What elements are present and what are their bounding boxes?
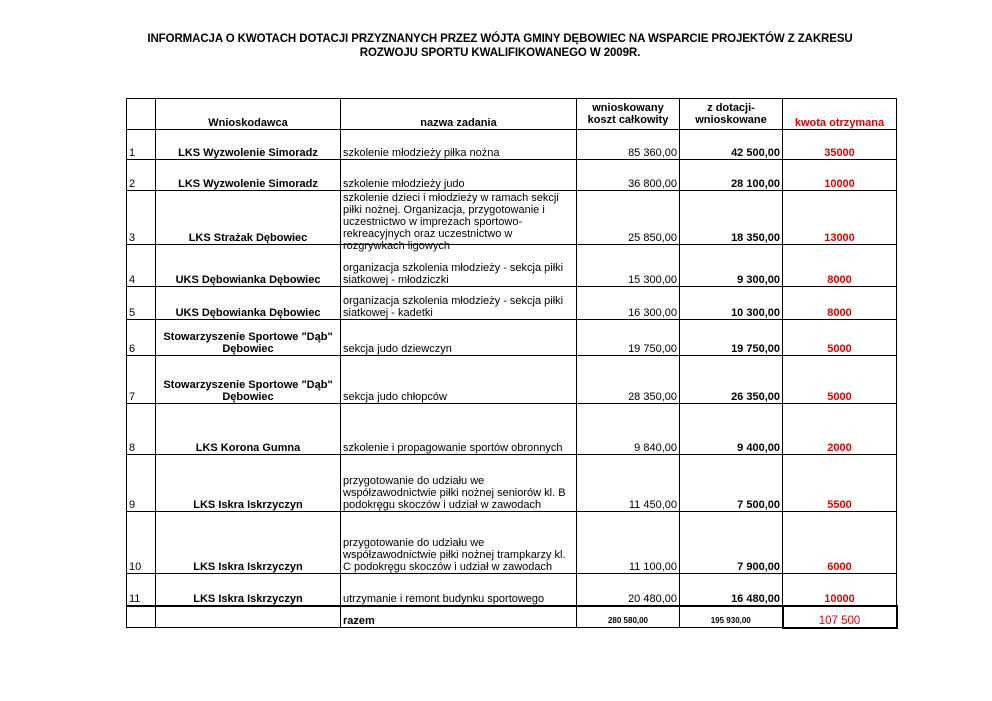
task-text: szkolenie i propagowanie sportów obronnych	[343, 442, 563, 454]
task-text: szkolenie młodzieży piłka nożna	[343, 147, 500, 159]
applicant-cell: LKS Korona Gumna	[156, 404, 341, 455]
cost-cell: 16 300,00	[577, 287, 680, 320]
cost-cell: 36 800,00	[577, 160, 680, 191]
task-text: utrzymanie i remont budynku sportowego	[343, 592, 545, 605]
row-number: 9	[127, 455, 156, 512]
applicant-cell: Stowarzyszenie Sportowe "Dąb" Dębowiec	[156, 320, 341, 356]
received-cell: 8000	[783, 245, 897, 287]
requested-cell: 42 500,00	[680, 130, 783, 160]
applicant-cell: LKS Wyzwolenie Simoradz	[156, 130, 341, 160]
table-row	[127, 191, 897, 245]
header-cost: wnioskowany koszt całkowity	[577, 99, 680, 130]
task-cell	[341, 356, 577, 404]
row-number: 5	[127, 287, 156, 320]
task-cell	[341, 574, 577, 606]
requested-cell: 7 500,00	[680, 455, 783, 512]
header-received: kwota otrzymana	[783, 99, 897, 130]
total-received: 107 500	[783, 606, 897, 628]
task-cell	[341, 160, 577, 191]
table-row	[127, 455, 897, 512]
applicant-cell: LKS Iskra Iskrzyczyn	[156, 455, 341, 512]
requested-cell: 26 350,00	[680, 356, 783, 404]
cost-cell: 9 840,00	[577, 404, 680, 455]
table-row	[127, 512, 897, 574]
applicant-cell: UKS Dębowianka Dębowiec	[156, 245, 341, 287]
table-row	[127, 160, 897, 191]
received-cell: 10000	[783, 574, 897, 606]
requested-cell: 19 750,00	[680, 320, 783, 356]
requested-cell: 7 900,00	[680, 512, 783, 574]
row-number: 10	[127, 512, 156, 574]
task-text: szkolenie młodzieży judo	[343, 178, 465, 190]
task-text: przygotowanie do udziału we współzawodnictwie piłki nożnej seniorów kl. B podokręgu skoczów i udział w zawodach	[343, 475, 566, 511]
received-cell: 6000	[783, 512, 897, 574]
title-line-1: INFORMACJA O KWOTACH DOTACJI PRZYZNANYCH PRZEZ WÓJTA GMINY DĘBOWIEC NA WSPARCIE PROJEKTÓW Z ZAKRESU	[147, 33, 853, 45]
header-task: nazwa zadania	[341, 99, 577, 130]
header-lp	[127, 99, 156, 130]
total-cost: 280 580,00	[577, 606, 680, 628]
cost-cell: 15 300,00	[577, 245, 680, 287]
applicant-cell: LKS Iskra Iskrzyczyn	[156, 574, 341, 606]
received-cell: 5500	[783, 455, 897, 512]
requested-cell: 9 300,00	[680, 245, 783, 287]
task-cell	[341, 287, 577, 320]
requested-cell: 18 350,00	[680, 191, 783, 245]
task-cell	[341, 455, 577, 512]
cost-cell: 11 450,00	[577, 455, 680, 512]
row-number: 11	[127, 574, 156, 606]
cost-cell: 28 350,00	[577, 356, 680, 404]
task-cell	[341, 512, 577, 574]
cost-cell: 20 480,00	[577, 574, 680, 606]
task-text: szkolenie dzieci i młodzieży w ramach sekcji piłki nożnej. Organizacja, przygotowanie i uczestnictwo w imprezach sportowo-rekreacyjnych oraz uczestnictwo w rozgrywkach ligowych	[343, 192, 559, 252]
cost-cell: 25 850,00	[577, 191, 680, 245]
applicant-cell: UKS Dębowianka Dębowiec	[156, 287, 341, 320]
total-applicant	[156, 606, 341, 628]
total-label: razem	[341, 606, 577, 628]
row-number: 6	[127, 320, 156, 356]
total-requested: 195 930,00	[680, 606, 783, 628]
header-requested: z dotacji- wnioskowane	[680, 99, 783, 130]
table-row	[127, 130, 897, 160]
row-number: 2	[127, 160, 156, 191]
requested-cell: 10 300,00	[680, 287, 783, 320]
row-number: 8	[127, 404, 156, 455]
task-cell	[341, 320, 577, 356]
received-cell: 8000	[783, 287, 897, 320]
task-cell	[341, 191, 577, 252]
row-number: 4	[127, 245, 156, 287]
received-cell: 5000	[783, 356, 897, 404]
task-text: organizacja szkolenia młodzieży - sekcja piłki siatkowej - młodziczki	[343, 262, 564, 286]
requested-cell: 9 400,00	[680, 404, 783, 455]
task-text: przygotowanie do udziału we współzawodnictwie piłki nożnej trampkarzy kl. C podokręgu skoczów i udział w zawodach	[343, 537, 566, 573]
received-cell: 35000	[783, 130, 897, 160]
requested-cell: 16 480,00	[680, 574, 783, 606]
task-text: sekcja judo chłopców	[343, 391, 447, 403]
table-row	[127, 245, 897, 287]
received-cell: 5000	[783, 320, 897, 356]
table-row	[127, 404, 897, 455]
header-applicant: Wnioskodawca	[156, 99, 341, 130]
received-cell: 10000	[783, 160, 897, 191]
received-cell: 2000	[783, 404, 897, 455]
table-row	[127, 287, 897, 320]
applicant-cell: Stowarzyszenie Sportowe "Dąb" Dębowiec	[156, 356, 341, 404]
header-row	[127, 99, 897, 130]
row-number: 3	[127, 191, 156, 245]
document-title	[120, 32, 880, 60]
applicant-cell: LKS Iskra Iskrzyczyn	[156, 512, 341, 574]
row-number: 1	[127, 130, 156, 160]
table-row	[127, 574, 897, 606]
total-row	[127, 606, 897, 628]
table-body	[127, 130, 897, 606]
task-cell	[341, 404, 577, 455]
cost-cell: 11 100,00	[577, 512, 680, 574]
applicant-cell: LKS Strażak Dębowiec	[156, 191, 341, 245]
cost-cell: 19 750,00	[577, 320, 680, 356]
table-row	[127, 320, 897, 356]
requested-cell: 28 100,00	[680, 160, 783, 191]
row-number: 7	[127, 356, 156, 404]
total-lp	[127, 606, 156, 628]
table-row	[127, 356, 897, 404]
title-line-2: ROZWOJU SPORTU KWALIFIKOWANEGO W 2009R.	[359, 47, 641, 59]
task-cell	[341, 130, 577, 160]
task-text: sekcja judo dziewczyn	[343, 343, 452, 355]
grants-table	[126, 98, 898, 629]
received-cell: 13000	[783, 191, 897, 245]
task-text: organizacja szkolenia młodzieży - sekcja piłki siatkowej - kadetki	[343, 295, 564, 319]
applicant-cell: LKS Wyzwolenie Simoradz	[156, 160, 341, 191]
cost-cell: 85 360,00	[577, 130, 680, 160]
